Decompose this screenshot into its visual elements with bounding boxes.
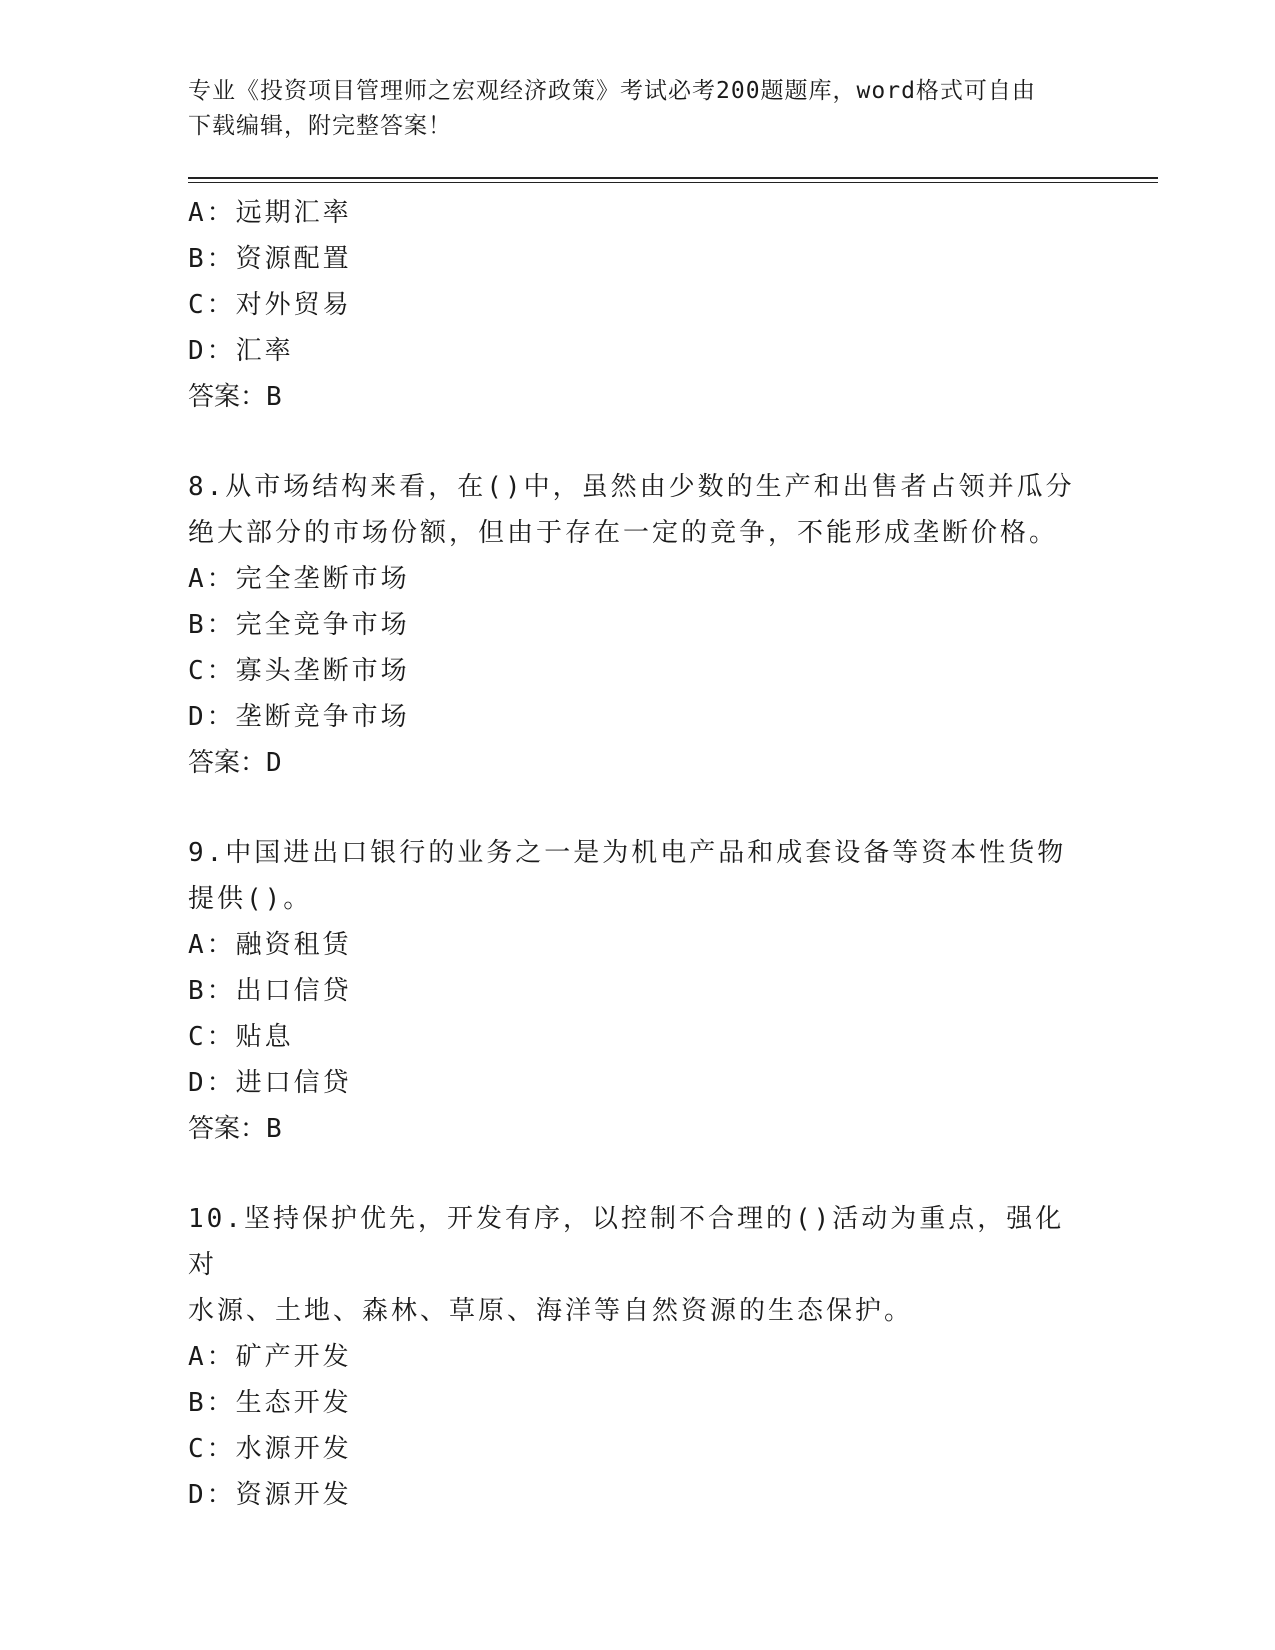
question-text-line-1: 9.中国进出口银行的业务之一是为机电产品和成套设备等资本性货物 <box>188 838 1067 868</box>
question-block-7 <box>188 190 1088 420</box>
option-a: A：远期汇率 <box>188 198 352 228</box>
question-text-line-1: 8.从市场结构来看，在()中，虽然由少数的生产和出售者占领并瓜分 <box>188 472 1075 502</box>
option-b: B：完全竞争市场 <box>188 610 410 640</box>
document-header <box>188 74 1088 144</box>
question-block-8 <box>188 464 1088 786</box>
option-c: C：对外贸易 <box>188 290 352 320</box>
option-d: D：进口信贷 <box>188 1068 352 1098</box>
option-d: D：汇率 <box>188 336 294 366</box>
option-c: C：水源开发 <box>188 1434 352 1464</box>
answer-line: 答案：B <box>188 382 282 412</box>
question-block-10 <box>188 1196 1088 1518</box>
header-line-1: 专业《投资项目管理师之宏观经济政策》考试必考200题题库，word格式可自由 <box>188 78 1036 104</box>
answer-line: 答案：D <box>188 748 282 778</box>
document-body <box>188 190 1088 1518</box>
option-b: B：生态开发 <box>188 1388 352 1418</box>
option-d: D：资源开发 <box>188 1480 352 1510</box>
answer-line: 答案：B <box>188 1114 282 1144</box>
question-block-9 <box>188 830 1088 1152</box>
option-b: B：出口信贷 <box>188 976 352 1006</box>
question-text-line-2: 提供()。 <box>188 884 313 914</box>
option-b: B：资源配置 <box>188 244 352 274</box>
option-a: A：矿产开发 <box>188 1342 352 1372</box>
question-text-line-2: 绝大部分的市场份额，但由于存在一定的竞争，不能形成垄断价格。 <box>188 518 1059 548</box>
question-text-line-1: 10.坚持保护优先，开发有序，以控制不合理的()活动为重点，强化对 <box>188 1204 1065 1280</box>
option-a: A：融资租赁 <box>188 930 352 960</box>
option-a: A：完全垄断市场 <box>188 564 410 594</box>
header-divider-thin <box>188 182 1158 183</box>
question-text-line-2: 水源、土地、森林、草原、海洋等自然资源的生态保护。 <box>188 1296 914 1326</box>
option-d: D：垄断竞争市场 <box>188 702 410 732</box>
header-line-2: 下载编辑，附完整答案！ <box>188 113 452 139</box>
option-c: C：贴息 <box>188 1022 294 1052</box>
header-divider-thick <box>188 177 1158 179</box>
option-c: C：寡头垄断市场 <box>188 656 410 686</box>
